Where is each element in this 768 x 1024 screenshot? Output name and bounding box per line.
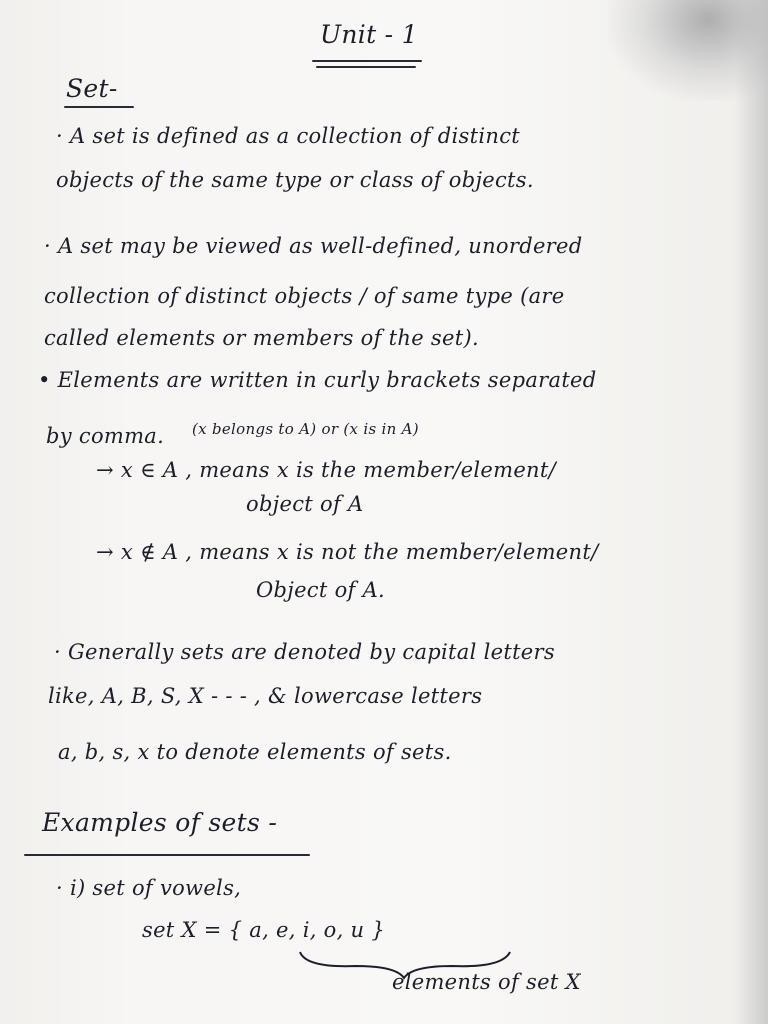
member-rule-line: → x ∈ A , means x is the member/element/ bbox=[96, 458, 556, 482]
title-underline-second bbox=[316, 66, 416, 68]
elements-line-2: by comma. bbox=[46, 424, 165, 448]
section-heading: Set- bbox=[66, 74, 118, 103]
elements-line-1: • Elements are written in curly brackets separated bbox=[38, 368, 597, 392]
definition-line-1: · A set is defined as a collection of distinct bbox=[56, 124, 521, 148]
title-underline bbox=[312, 60, 422, 62]
member-rule-continuation: object of A bbox=[246, 492, 364, 516]
definition-line-5: called elements or members of the set). bbox=[44, 326, 479, 350]
notation-line-3: a, b, s, x to denote elements of sets. bbox=[58, 740, 452, 764]
examples-heading: Examples of sets - bbox=[42, 808, 278, 837]
page-title: Unit - 1 bbox=[320, 20, 418, 49]
membership-note: (x belongs to A) or (x is in A) bbox=[192, 420, 419, 438]
example-1-set: set X = { a, e, i, o, u } bbox=[142, 918, 386, 942]
definition-line-2: objects of the same type or class of objects. bbox=[56, 168, 534, 192]
non-member-rule-line: → x ∉ A , means x is not the member/element/ bbox=[96, 540, 599, 564]
example-1-title: · i) set of vowels, bbox=[56, 876, 242, 900]
non-member-rule-continuation: Object of A. bbox=[256, 578, 386, 602]
brace-label: elements of set X bbox=[392, 970, 581, 994]
examples-underline bbox=[24, 854, 310, 856]
heading-underline bbox=[64, 106, 134, 108]
notation-line-1: · Generally sets are denoted by capital letters bbox=[54, 640, 555, 664]
notation-line-2: like, A, B, S, X - - - , & lowercase letters bbox=[48, 684, 483, 708]
page-shadow-edge bbox=[734, 0, 768, 1024]
definition-line-4: collection of distinct objects / of same type (are bbox=[44, 284, 565, 308]
definition-line-3: · A set may be viewed as well-defined, unordered bbox=[44, 234, 583, 258]
